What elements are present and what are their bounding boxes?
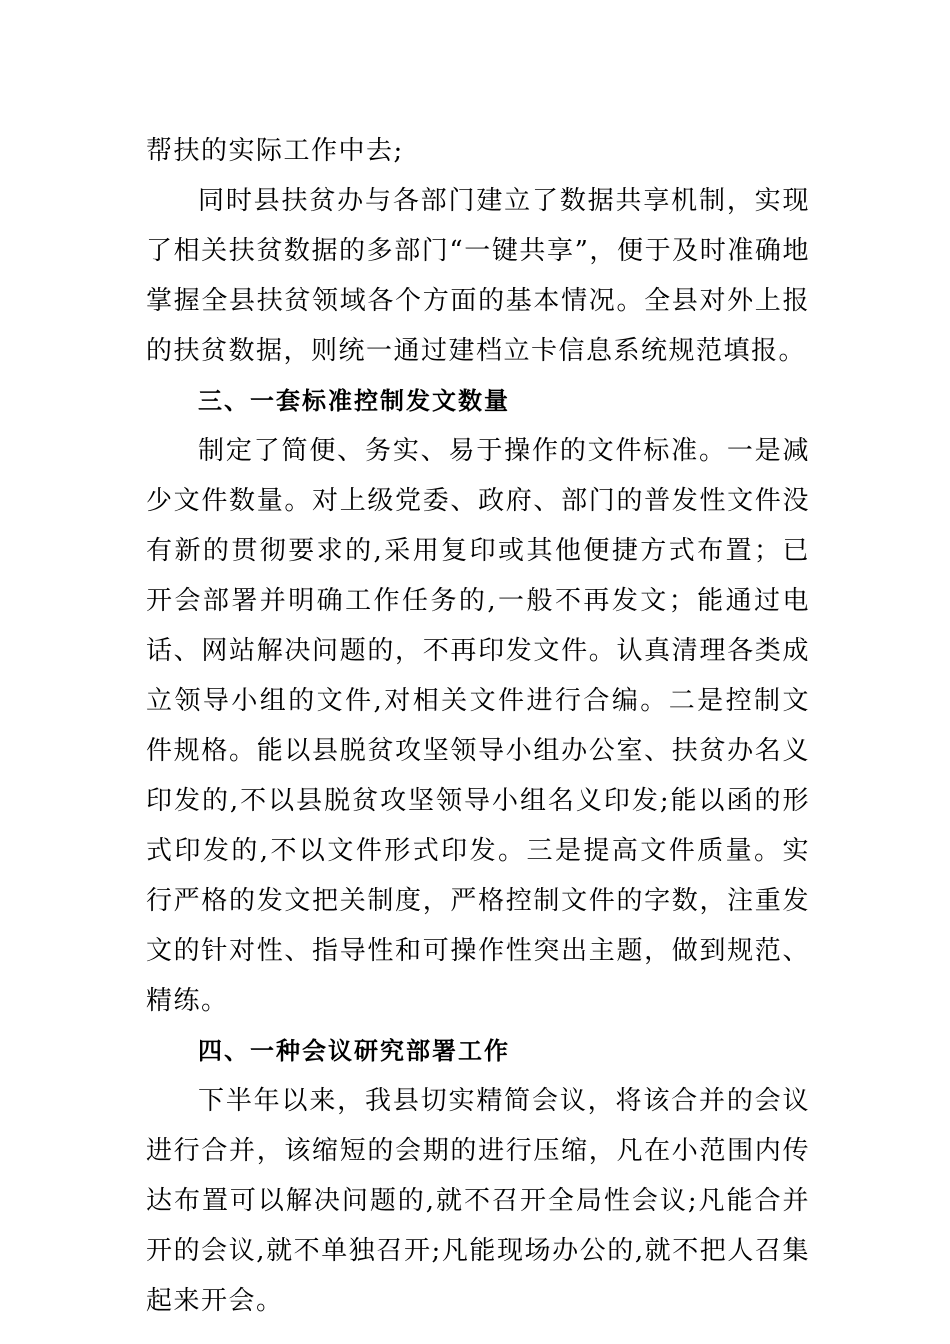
document-body <box>146 126 810 1326</box>
paragraph-data-sharing: 同时县扶贫办与各部门建立了数据共享机制，实现了相关扶贫数据的多部门“一键共享”，便于及时准确地掌握全县扶贫领域各个方面的基本情况。全县对外上报的扶贫数据，则统一通过建档立卡信息系统规范填报。 <box>146 186 810 366</box>
paragraph-meetings: 下半年以来，我县切实精简会议，将该合并的会议进行合并，该缩短的会期的进行压缩，凡在小范围内传达布置可以解决问题的,就不召开全局性会议;凡能合并开的会议,就不单独召开;凡能现场办公的,就不把人召集起来开会。 <box>146 1086 810 1316</box>
section-heading-three: 三、一套标准控制发文数量 <box>198 387 510 415</box>
paragraph-continuation: 帮扶的实际工作中去; <box>146 136 404 166</box>
section-heading-four: 四、一种会议研究部署工作 <box>198 1037 510 1065</box>
paragraph-document-standards: 制定了简便、务实、易于操作的文件标准。一是减少文件数量。对上级党委、政府、部门的普发性文件没有新的贯彻要求的,采用复印或其他便捷方式布置；已开会部署并明确工作任务的,一般不再发文；能通过电话、网站解决问题的，不再印发文件。认真清理各类成立领导小组的文件,对相关文件进行合编。二是控制文件规格。能以县脱贫攻坚领导小组办公室、扶贫办名义印发的,不以县脱贫攻坚领导小组名义印发;能以函的形式印发的,不以文件形式印发。三是提高文件质量。实行严格的发文把关制度，严格控制文件的字数，注重发文的针对性、指导性和可操作性突出主题，做到规范、精练。 <box>146 436 810 1016</box>
